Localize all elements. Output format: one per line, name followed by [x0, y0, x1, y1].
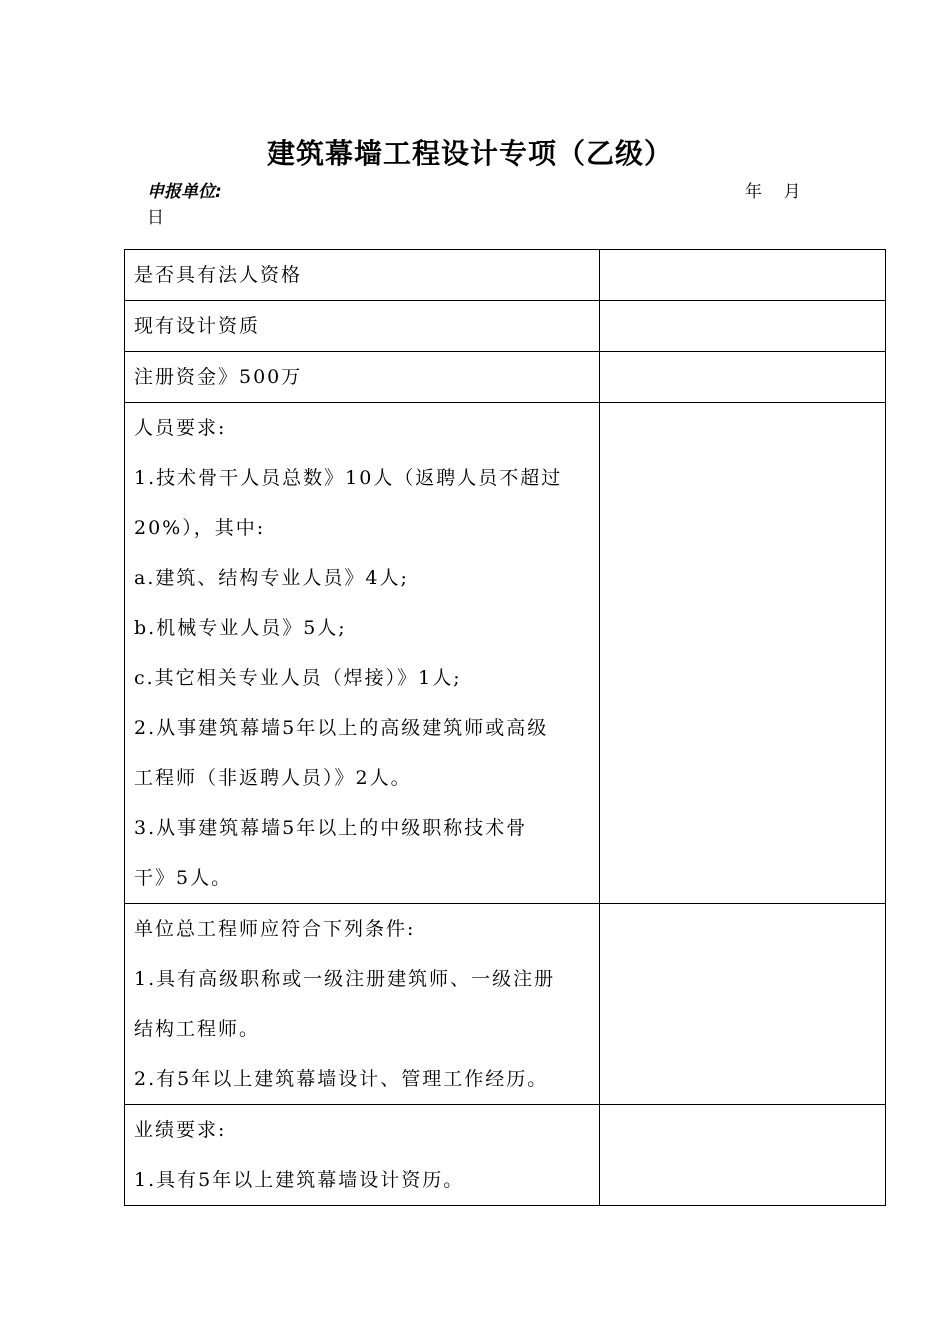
criteria-cell — [125, 301, 600, 352]
answer-cell[interactable] — [600, 904, 886, 1105]
form-row-legal-person — [125, 250, 886, 301]
criteria-line: c.其它相关专业人员（焊接）》1人; — [134, 667, 462, 689]
criteria-cell — [125, 904, 600, 1105]
criteria-line: b.机械专业人员》5人; — [134, 617, 347, 639]
criteria-cell — [125, 403, 600, 904]
criteria-line: 2.从事建筑幕墙5年以上的高级建筑师或高级 — [134, 717, 549, 739]
criteria-line: 20%），其中: — [134, 517, 266, 539]
answer-cell[interactable] — [600, 301, 886, 352]
answer-cell[interactable] — [600, 250, 886, 301]
criteria-line: 1.技术骨干人员总数》10人（返聘人员不超过 — [134, 467, 563, 489]
criteria-cell — [125, 1105, 600, 1206]
criteria-line: 现有设计资质 — [134, 315, 261, 337]
criteria-line: 干》5人。 — [134, 867, 233, 889]
form-row-performance-requirements — [125, 1105, 886, 1206]
date-day-label: 日 — [147, 208, 164, 228]
date-year-month-label: 年 月 — [745, 182, 801, 202]
form-row-personnel-requirements — [125, 403, 886, 904]
criteria-cell — [125, 250, 600, 301]
criteria-line: 工程师（非返聘人员）》2人。 — [134, 767, 412, 789]
qualification-form-table — [124, 249, 886, 1206]
answer-cell[interactable] — [600, 403, 886, 904]
form-row-registered-capital — [125, 352, 886, 403]
form-row-chief-engineer — [125, 904, 886, 1105]
criteria-line: 注册资金》500万 — [134, 366, 303, 388]
applicant-label: 申报单位: — [147, 182, 222, 202]
answer-cell[interactable] — [600, 1105, 886, 1206]
criteria-cell — [125, 352, 600, 403]
criteria-line: 2.有5年以上建筑幕墙设计、管理工作经历。 — [134, 1068, 549, 1090]
criteria-line: 人员要求: — [134, 417, 227, 439]
page-title: 建筑幕墙工程设计专项（乙级） — [266, 137, 673, 170]
criteria-line: 1.具有高级职称或一级注册建筑师、一级注册 — [134, 968, 556, 990]
criteria-line: a.建筑、结构专业人员》4人; — [134, 567, 409, 589]
criteria-line: 业绩要求: — [134, 1119, 227, 1141]
answer-cell[interactable] — [600, 352, 886, 403]
criteria-line: 是否具有法人资格 — [134, 264, 303, 286]
criteria-line: 1.具有5年以上建筑幕墙设计资历。 — [134, 1169, 465, 1191]
form-row-design-qualification — [125, 301, 886, 352]
criteria-line: 单位总工程师应符合下列条件: — [134, 918, 416, 940]
criteria-line: 结构工程师。 — [134, 1018, 261, 1040]
criteria-line: 3.从事建筑幕墙5年以上的中级职称技术骨 — [134, 817, 528, 839]
